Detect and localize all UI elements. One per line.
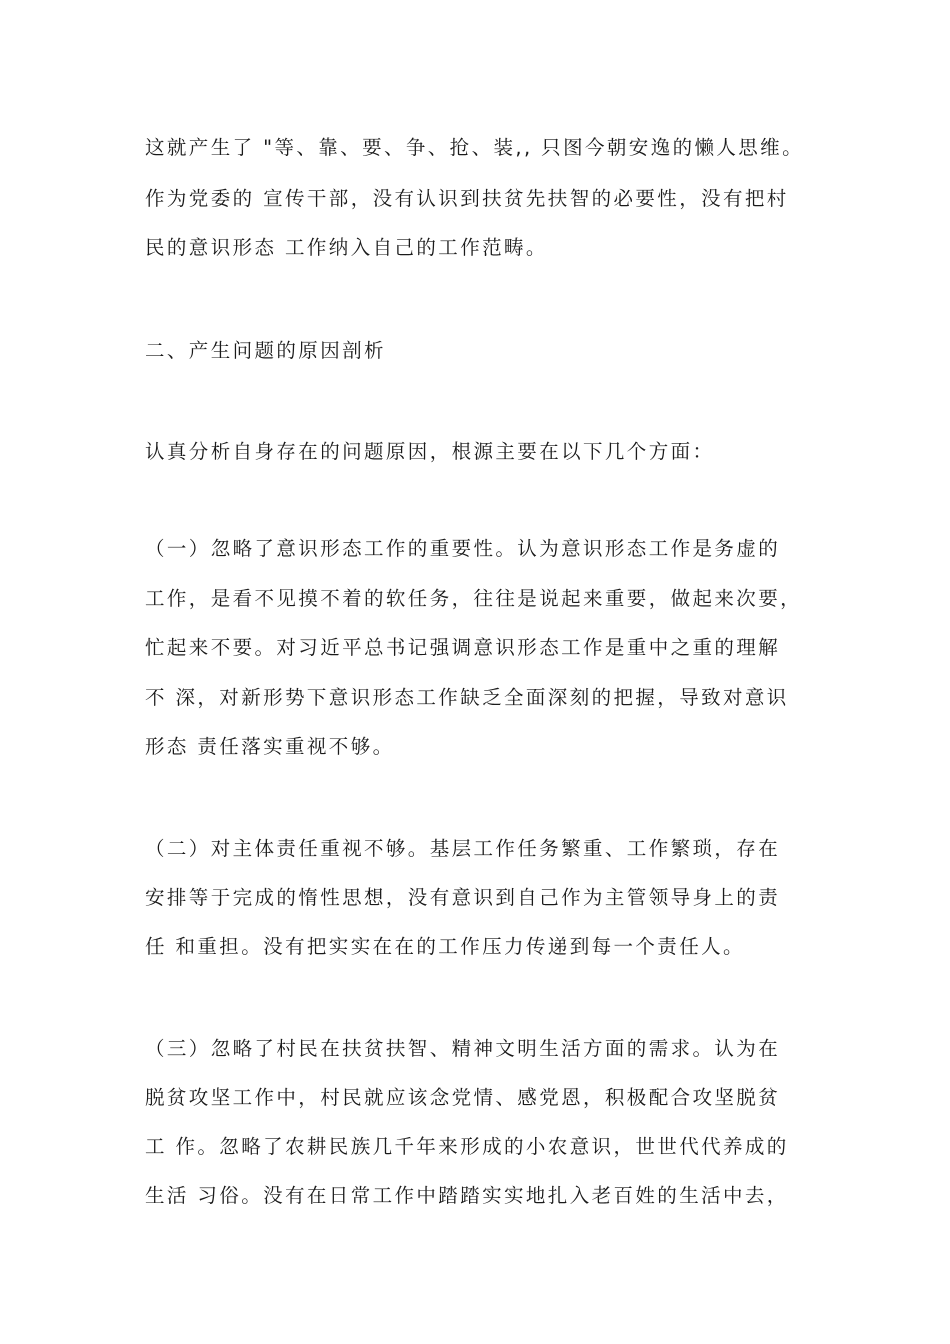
text-line: 安排等于完成的惰性思想，没有意识到自己作为主管领导身上的责 xyxy=(145,886,781,909)
text-line: 生活 习俗。没有在日常工作中踏踏实实地扎入老百姓的生活中去， xyxy=(145,1184,789,1207)
text-line: 工 作。忽略了农耕民族几千年来形成的小农意识，世世代代养成的 xyxy=(145,1135,789,1158)
text-line: 形态 责任落实重视不够。 xyxy=(145,735,395,758)
text-line: 工作，是看不见摸不着的软任务，往往是说起来重要，做起来次要， xyxy=(145,587,803,610)
text-line: （三）忽略了村民在扶贫扶智、精神文明生活方面的需求。认为在 xyxy=(145,1037,781,1060)
text-line: 任 和重担。没有把实实在在的工作压力传递到每一个责任人。 xyxy=(145,935,745,958)
text-line: 忙起来不要。对习近平总书记强调意识形态工作是重中之重的理解 xyxy=(145,636,781,659)
heading-text: 二、产生问题的原因剖析 xyxy=(145,339,386,362)
text-line: 作为党委的 宣传干部，没有认识到扶贫先扶智的必要性，没有把村 xyxy=(145,187,789,210)
text-line: （二）对主体责任重视不够。基层工作任务繁重、工作繁琐，存在 xyxy=(145,837,781,860)
text-line: 这就产生了 "等、靠、要、争、抢、装,, 只图今朝安逸的懒人思维。 xyxy=(145,136,804,159)
text-line: 不 深，对新形势下意识形态工作缺乏全面深刻的把握，导致对意识 xyxy=(145,686,789,709)
text-line: 认真分析自身存在的问题原因，根源主要在以下几个方面： xyxy=(145,440,715,463)
text-line: 脱贫攻坚工作中，村民就应该念党情、感党恩，积极配合攻坚脱贫 xyxy=(145,1086,781,1109)
text-line: （一）忽略了意识形态工作的重要性。认为意识形态工作是务虚的 xyxy=(145,537,781,560)
text-line: 民的意识形态 工作纳入自己的工作范畴。 xyxy=(145,236,548,259)
